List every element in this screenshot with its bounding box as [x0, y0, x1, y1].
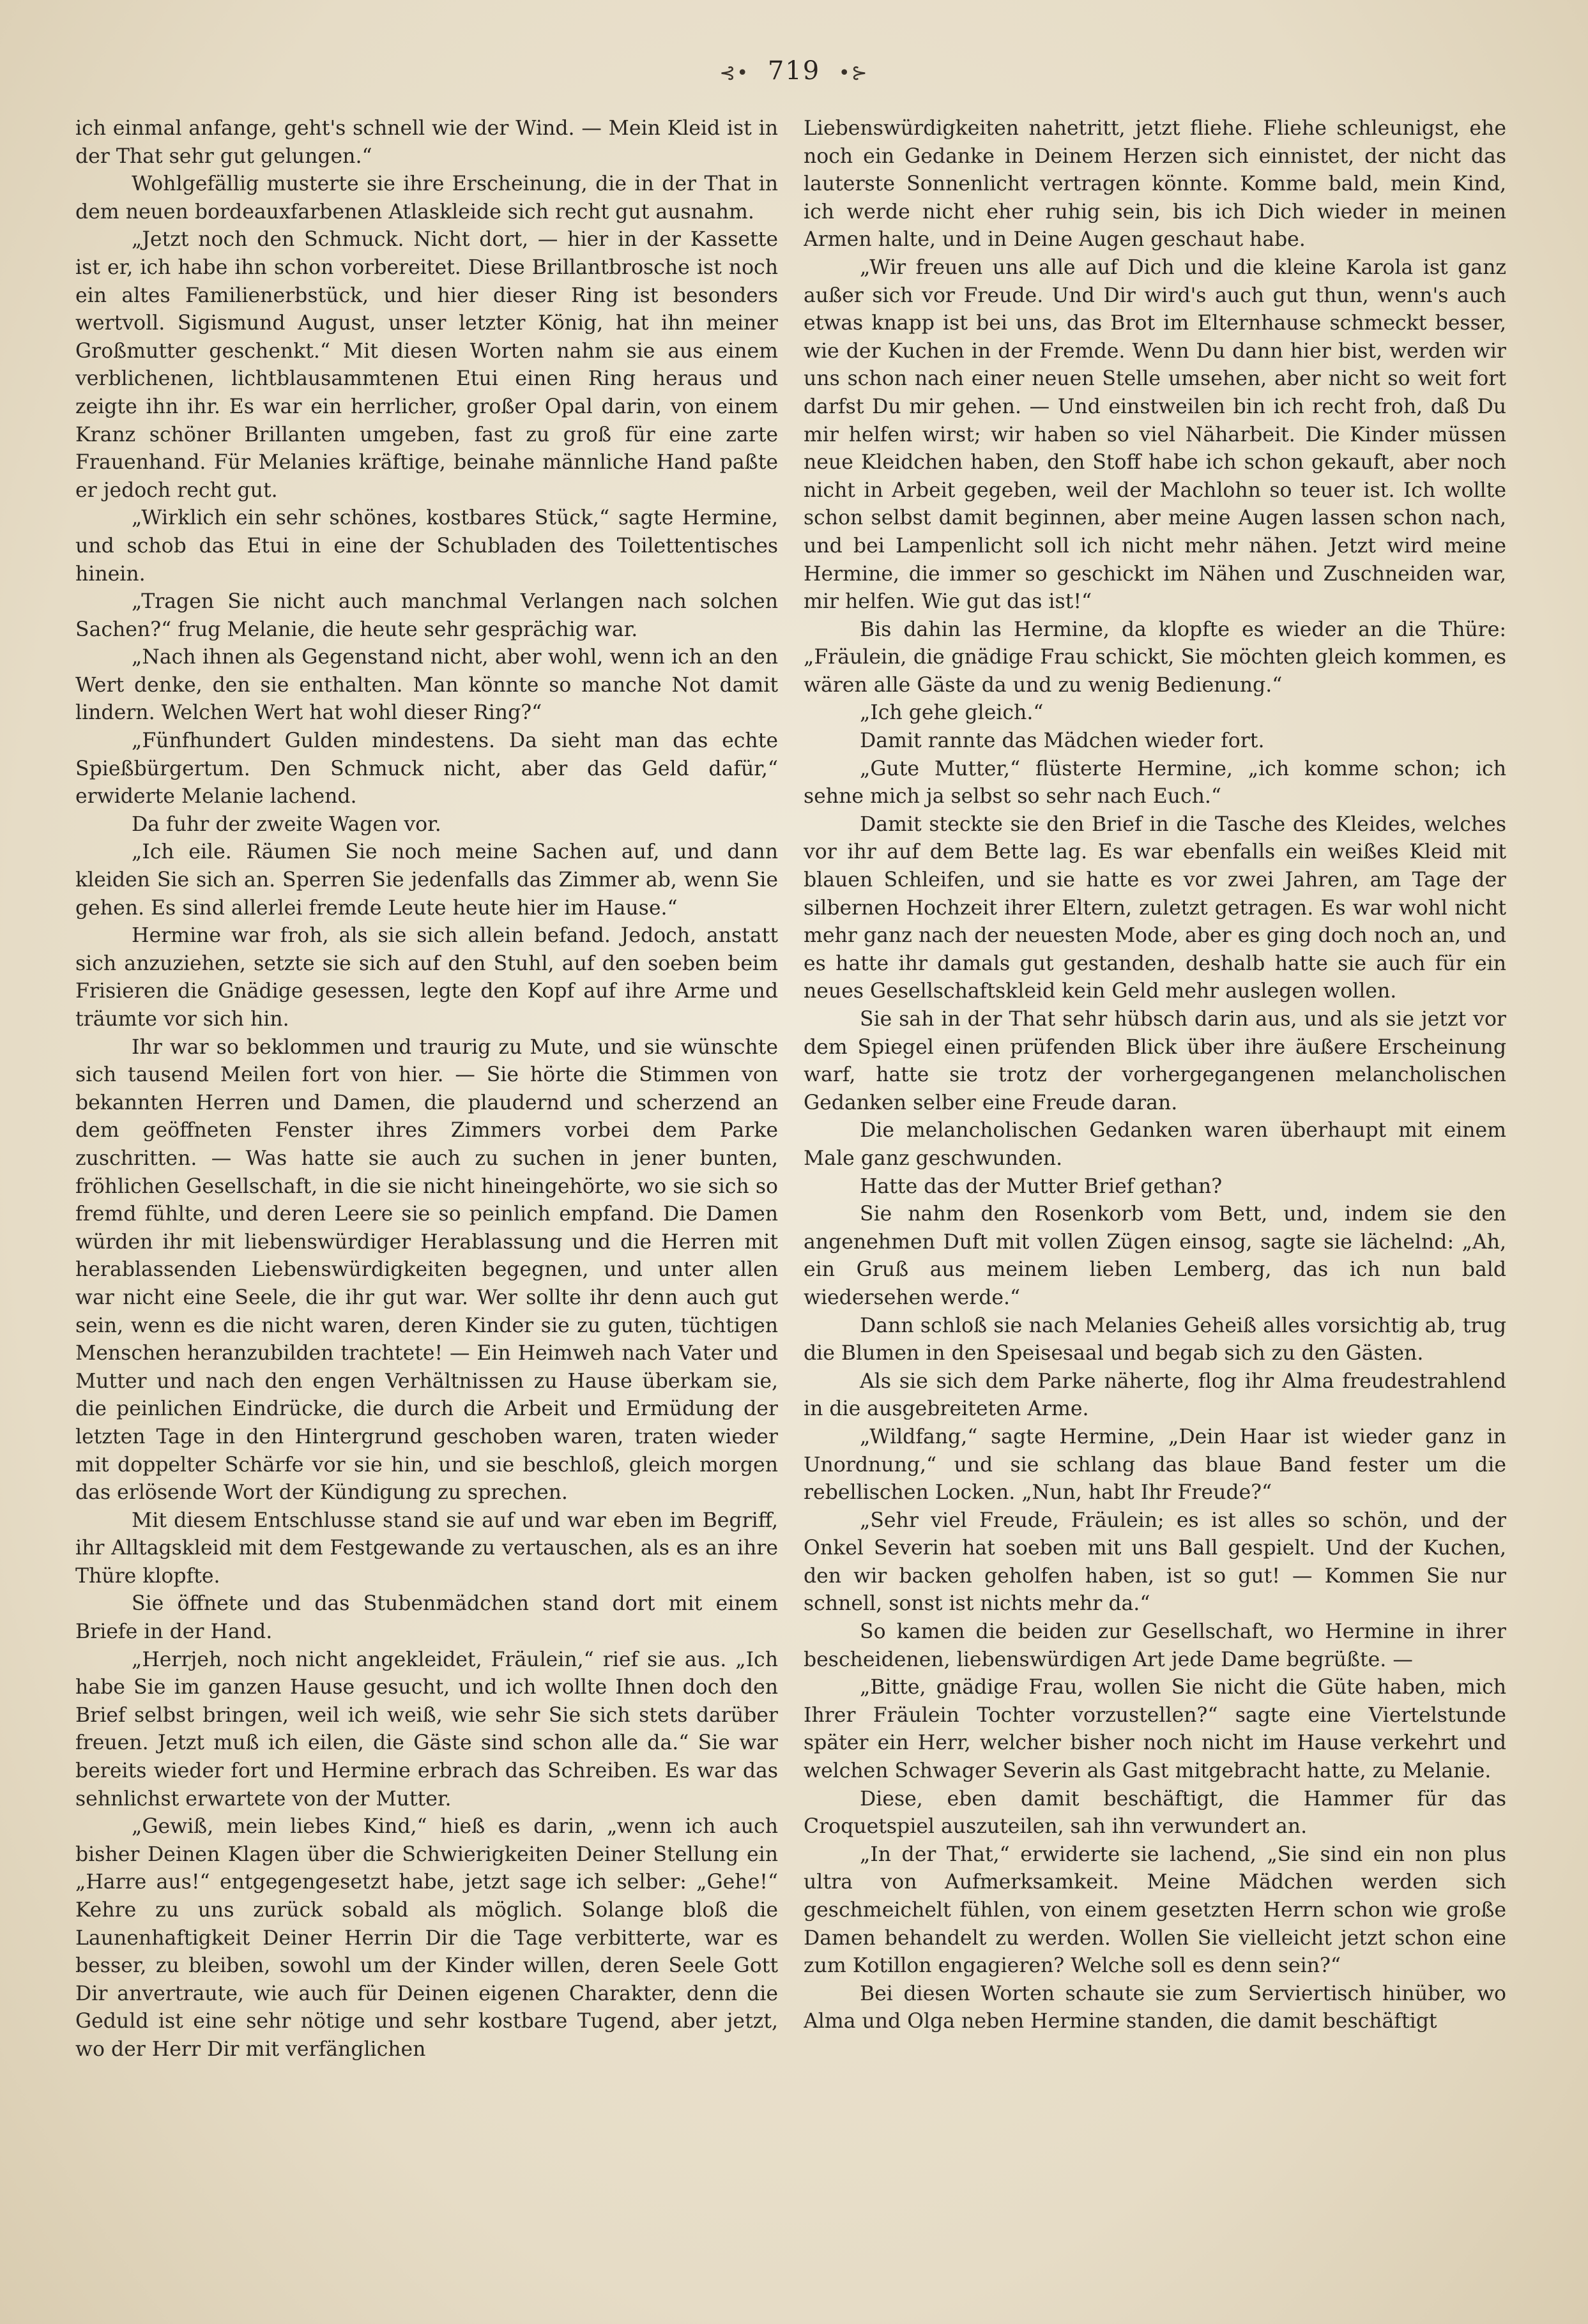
paragraph: Hermine war froh, als sie sich allein befand. Jedoch, anstatt sich anzuziehen, setzte sie sich auf den Stuhl, auf den soeben beim Frisieren die Gnädige gesessen, legte den Kopf auf ihre Arme und träumte vor sich hin.: [75, 924, 778, 1031]
paragraph: Die melancholischen Gedanken waren überhaupt mit einem Male ganz geschwunden.: [804, 1119, 1506, 1170]
paragraph: „Gewiß, mein liebes Kind,“ hieß es darin, „wenn ich auch bisher Deinen Klagen über die Schwierigkeiten Deiner Stellung ein „Harre aus!“ entgegengesetzt habe, jetzt sage ich selber: „Gehe!“ Kehre zu uns zurück sobald als möglich. Solange bloß die Launenhaftigkeit Deiner Herrin Dir die Tage verbitterte, war es besser, zu bleiben, sowohl um der Kinder willen, deren Seele Gott Dir anvertraute, wie auch für Deinen eigenen Charakter, denn die Geduld ist eine sehr nötige und sehr kostbare Tugend, aber jetzt, wo der Herr Dir mit verfänglichen: [75, 1815, 778, 2061]
paragraph: „Wildfang,“ sagte Hermine, „Dein Haar ist wieder ganz in Unordnung,“ und sie schlang das blaue Band fester um die rebellischen Locken. „Nun, habt Ihr Freude?“: [804, 1425, 1506, 1505]
paragraph: Damit steckte sie den Brief in die Tasche des Kleides, welches vor ihr auf dem Bette lag. Es war ebenfalls ein weißes Kleid mit blauen Schleifen, und sie hatte es vor zwei Jahren, am Tage der silbernen Hochzeit ihrer Eltern, zuletzt getragen. Es war wohl nicht mehr ganz nach der neuesten Mode, aber es ging doch noch an, und es hatte ihr damals gut gestanden, deshalb hatte sie auch für ein neues Gesellschaftskleid kein Geld mehr auslegen wollen.: [804, 812, 1506, 1003]
paragraph: „Bitte, gnädige Frau, wollen Sie nicht die Güte haben, mich Ihrer Fräulein Tochter vorzustellen?“ sagte eine Viertelstunde später ein Herr, welcher bisher noch nicht im Hause verkehrt und welchen Schwager Severin als Gast mitgebracht hatte, zu Melanie.: [804, 1676, 1506, 1783]
paragraph: Mit diesem Entschlusse stand sie auf und war eben im Begriff, ihr Alltagskleid mit dem Festgewande zu vertauschen, als es an ihre Thüre klopfte.: [75, 1508, 778, 1588]
left-column: [75, 115, 778, 2274]
paragraph: „Herrjeh, noch nicht angekleidet, Fräulein,“ rief sie aus. „Ich habe Sie im ganzen Hause gesucht, und ich wollte Ihnen doch den Brief selbst bringen, weil ich weiß, wie sehr Sie sich stets darüber freuen. Jetzt muß ich eilen, die Gäste sind schon alle da.“ Sie war bereits wieder fort und Hermine erbrach das Schreiben. Es war das sehnlichst erwartete von der Mutter.: [75, 1648, 778, 1811]
paragraph: Hatte das der Mutter Brief gethan?: [860, 1174, 1223, 1198]
paragraph: „Nach ihnen als Gegenstand nicht, aber wohl, wenn ich an den Wert denke, den sie enthalten. Man könnte so manche Not damit lindern. Welchen Wert hat wohl dieser Ring?“: [75, 646, 778, 725]
paragraph: „Tragen Sie nicht auch manchmal Verlangen nach solchen Sachen?“ frug Melanie, die heute sehr gesprächig war.: [75, 590, 778, 641]
paragraph: Diese, eben damit beschäftigt, die Hammer für das Croquetspiel auszuteilen, sah ihn verwundert an.: [804, 1787, 1506, 1839]
paragraph: „Wirklich ein sehr schönes, kostbares Stück,“ sagte Hermine, und schob das Etui in eine der Schubladen des Toilettentisches hinein.: [75, 506, 778, 586]
paragraph: Ihr war so beklommen und traurig zu Mute, und sie wünschte sich tausend Meilen fort von hier. — Sie hörte die Stimmen von bekannten Herren und Damen, die plaudernd und scherzend an dem geöffneten Fenster ihres Zimmers vorbei dem Parke zuschritten. — Was hatte sie auch zu suchen in jener bunten, fröhlichen Gesellschaft, in die sie nicht hineingehörte, wo sie sich so fremd fühlte, und deren Leere sie so peinlich empfand. Die Damen würden ihr mit liebenswürdiger Herablassung und die Herren mit herablassenden Liebenswürdigkeiten begegnen, und unter allen war nicht eine Seele, die ihr gut war. Wer sollte ihr denn auch gut sein, wenn es die nicht waren, deren Kinder sie zu guten, tüchtigen Menschen heranzubilden trachtete! — Ein Heimweh nach Vater und Mutter und nach den engen Verhältnissen zu Hause überkam sie, die peinlichen Eindrücke, die durch die Arbeit und Ermüdung der letzten Tage in den Hintergrund geschoben waren, traten wieder mit doppelter Schärfe vor sie hin, und sie beschloß, gleich morgen das erlösende Wort der Kündigung zu sprechen.: [75, 1035, 778, 1505]
paragraph: „Jetzt noch den Schmuck. Nicht dort, — hier in der Kassette ist er, ich habe ihn schon vorbereitet. Diese Brillantbrosche ist noch ein altes Familienerbstück, und hier dieser Ring ist besonders wertvoll. Sigismund August, unser letzter König, hat ihn meiner Großmutter geschenkt.“ Mit diesen Worten nahm sie aus einem verblichenen, lichtblausammtenen Etui einen Ring heraus und zeigte ihn ihr. Es war ein herrlicher, großer Opal darin, von einem Kranz schöner Brillanten umgeben, fast zu groß für eine zarte Frauenhand. Für Melanies kräftige, beinahe männliche Hand paßte er jedoch recht gut.: [75, 228, 778, 502]
page-header: [0, 56, 1588, 86]
paragraph: Liebenswürdigkeiten nahetritt, jetzt fliehe. Fliehe schleunigst, ehe noch ein Gedanke in Deinem Herzen sich einnistet, der nicht das lauterste Sonnenlicht vertragen könnte. Komme bald, mein Kind, ich werde nicht eher ruhig sein, bis ich Dich wieder in meinen Armen halte, und in Deine Augen geschaut habe.: [804, 117, 1506, 252]
paragraph: Damit rannte das Mädchen wieder fort.: [860, 729, 1265, 753]
paragraph: „Ich eile. Räumen Sie noch meine Sachen auf, und dann kleiden Sie sich an. Sperren Sie jedenfalls das Zimmer ab, wenn Sie gehen. Es sind allerlei fremde Leute heute hier im Hause.“: [75, 840, 778, 920]
paragraph: Wohlgefällig musterte sie ihre Erscheinung, die in der That in dem neuen bordeauxfarbenen Atlaskleide sich recht gut ausnahm.: [75, 172, 778, 224]
paragraph: „In der That,“ erwiderte sie lachend, „Sie sind ein non plus ultra von Aufmerksamkeit. Meine Mädchen werden sich geschmeichelt fühlen, von einem gesetzten Herrn schon wie große Damen behandelt zu werden. Wollen Sie vielleicht jetzt schon eine zum Kotillon engagieren? Welche soll es denn sein?“: [804, 1842, 1506, 1978]
right-column: [804, 115, 1506, 2274]
paragraph: „Wir freuen uns alle auf Dich und die kleine Karola ist ganz außer sich vor Freude. Und Dir wird's auch gut thun, wenn's auch etwas knapp ist bei uns, das Brot im Elternhause schmeckt besser, wie der Kuchen in der Fremde. Wenn Du dann hier bist, werden wir uns schon nach einer neuen Stelle umsehen, aber nicht so weit fort darfst Du mir gehen. — Und einstweilen bin ich recht froh, daß Du mir helfen wirst; wir haben so viel Näharbeit. Die Kinder müssen neue Kleidchen haben, den Stoff habe ich schon gekauft, aber noch nicht in Arbeit gegeben, weil der Machlohn so teuer ist. Ich wollte schon selbst damit beginnen, aber meine Augen lassen schon nach, und bei Lampenlicht soll ich nicht mehr nähen. Jetzt wird meine Hermine, die immer so geschickt im Nähen und Zuschneiden war, mir helfen. Wie gut das ist!“: [804, 255, 1506, 614]
paragraph: Bis dahin las Hermine, da klopfte es wieder an die Thüre: „Fräulein, die gnädige Frau schickt, Sie möchten gleich kommen, es wären alle Gäste da und zu wenig Bedienung.“: [804, 618, 1506, 697]
paragraph: Da fuhr der zweite Wagen vor.: [132, 812, 441, 836]
page-number: 719: [767, 56, 821, 86]
paragraph: „Sehr viel Freude, Fräulein; es ist alles so schön, und der Onkel Severin hat soeben mit uns Ball gespielt. Und der Kuchen, den wir backen geholfen haben, ist so gut! — Kommen Sie nur schnell, sonst ist nichts mehr da.“: [804, 1508, 1506, 1616]
paragraph: „Fünfhundert Gulden mindestens. Da sieht man das echte Spießbürgertum. Den Schmuck nicht, aber das Geld dafür,“ erwiderte Melanie lachend.: [75, 729, 778, 809]
paragraph: „Gute Mutter,“ flüsterte Hermine, „ich komme schon; ich sehne mich ja selbst so sehr nach Euch.“: [804, 757, 1506, 809]
paragraph: Sie nahm den Rosenkorb vom Bett, und, indem sie den angenehmen Duft mit vollen Zügen einsog, sagte sie lächelnd: „Ah, ein Gruß aus meinem lieben Lemberg, das ich nun bald wiedersehen werde.“: [804, 1203, 1506, 1309]
paragraph: Als sie sich dem Parke näherte, flog ihr Alma freudestrahlend in die ausgebreiteten Arme.: [804, 1369, 1506, 1421]
paragraph: ich einmal anfange, geht's schnell wie der Wind. — Mein Kleid ist in der That sehr gut gelungen.“: [75, 117, 778, 168]
paragraph: Bei diesen Worten schaute sie zum Serviertisch hinüber, wo Alma und Olga neben Hermine standen, die damit beschäftigt: [804, 1982, 1506, 2033]
ornament-right: •⊱: [838, 62, 869, 84]
paragraph: Sie sah in der That sehr hübsch darin aus, und als sie jetzt vor dem Spiegel einen prüfenden Blick über ihre äußere Erscheinung warf, hatte sie trotz der vorhergegangenen melancholischen Gedanken selber eine Freude daran.: [804, 1008, 1506, 1114]
paragraph: So kamen die beiden zur Gesellschaft, wo Hermine in ihrer bescheidenen, liebenswürdigen Art jede Dame begrüßte. —: [804, 1620, 1506, 1671]
paragraph: „Ich gehe gleich.“: [860, 701, 1044, 725]
ornament-left: ⊰•: [719, 62, 750, 84]
paragraph: Sie öffnete und das Stubenmädchen stand dort mit einem Briefe in der Hand.: [75, 1592, 778, 1644]
paragraph: Dann schloß sie nach Melanies Geheiß alles vorsichtig ab, trug die Blumen in den Speisesaal und begab sich zu den Gästen.: [804, 1314, 1506, 1365]
